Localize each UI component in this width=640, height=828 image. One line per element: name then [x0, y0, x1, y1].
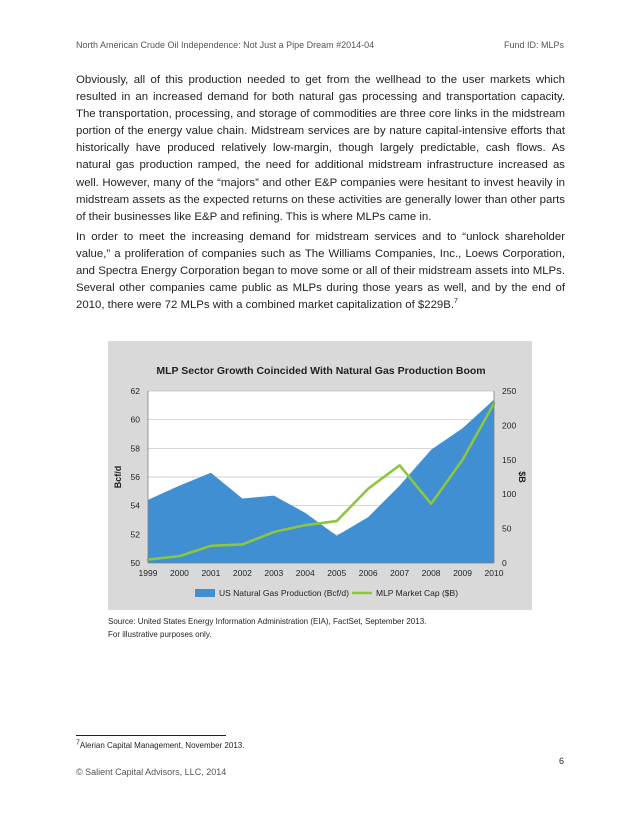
- chart-svg: [108, 341, 532, 610]
- x-axis-tick-label: 2008: [421, 568, 441, 578]
- x-axis-tick-label: 2007: [390, 568, 410, 578]
- footnote-reference: 7: [454, 298, 458, 306]
- body-paragraph-1: [76, 72, 565, 226]
- source-line: Source: United States Energy Information Administration (EIA), FactSet, September 2013.: [108, 617, 427, 626]
- paragraph-1-text: Obviously, all of this production needed to get from the wellhead to the user markets which resulted in an increased demand for both natural gas processing and transportation capacity. The transportation, processing, and storage of commodities are three core links in the midstream portion of the energy value chain. Midstream services are by nature capital-intensive efforts that historically have produced relatively low-margin, though largely predictable, cash flows. As natural gas production ramped, the need for additional midstream infrastructure increased as well. However, many of the “majors” and other E&P companies were hesitant to invest heavily in midstream assets as the expected returns on these activities are generally lower than other parts of their businesses like E&P and refining. This is where MLPs came in.: [76, 74, 565, 223]
- footnote-number: 7: [76, 739, 80, 747]
- footnote-text: Alerian Capital Management, November 2013.: [79, 741, 245, 750]
- x-axis-tick-label: 2010: [484, 568, 504, 578]
- footnote-divider: [76, 735, 226, 736]
- footnote: [76, 741, 244, 750]
- x-axis-tick-label: 2009: [453, 568, 473, 578]
- copyright-notice: © Salient Capital Advisors, LLC, 2014: [76, 767, 227, 777]
- x-axis-tick-label: 2005: [327, 568, 347, 578]
- page-number: 6: [558, 756, 564, 766]
- x-axis-tick-label: 2006: [358, 568, 378, 578]
- illustrative-note: For illustrative purposes only.: [108, 630, 212, 639]
- left-axis-tick-label: 60: [130, 414, 140, 425]
- x-axis-tick-label: 2002: [232, 568, 252, 578]
- left-axis-tick-label: 56: [130, 472, 140, 482]
- x-axis-tick-label: 2003: [264, 568, 284, 578]
- left-axis-tick-label: 62: [130, 386, 140, 396]
- right-axis-tick-label: 150: [502, 454, 517, 465]
- legend-label-line: MLP Market Cap ($B): [376, 588, 459, 598]
- right-axis-label: $B: [517, 471, 527, 483]
- running-header-title: North American Crude Oil Independence: Not Just a Pipe Dream #2014-04: [76, 40, 375, 50]
- x-axis-tick-label: 2000: [169, 568, 189, 578]
- x-axis-tick-label: 2004: [295, 568, 315, 578]
- x-axis-tick-label: 2001: [201, 568, 221, 578]
- left-axis-tick-label: 54: [130, 500, 140, 511]
- right-axis-tick-label: 50: [502, 523, 512, 534]
- paragraph-2-text: In order to meet the increasing demand for midstream services and to “unlock shareholder value,” a proliferation of companies such as The Williams Companies, Inc., Loews Corporation, and Spectra Energy Corporation began to move some or all of their midstream assets into MLPs. Several other companies came public as MLPs during those years as well, and by the end of 2010, there were 72 MLPs with a combined market capitalization of $229B.: [76, 231, 565, 312]
- x-axis-tick-label: 1999: [138, 568, 158, 578]
- right-axis-tick-label: 250: [502, 386, 517, 396]
- left-axis-tick-label: 58: [130, 443, 140, 454]
- chart-source-note: [108, 615, 426, 641]
- legend-swatch-area: [195, 589, 215, 597]
- chart-title: MLP Sector Growth Coincided With Natural Gas Production Boom: [156, 365, 486, 377]
- running-header-fund-id: Fund ID: MLPs: [503, 40, 564, 50]
- body-paragraph-2: [76, 229, 565, 314]
- right-axis-tick-label: 100: [502, 489, 517, 500]
- right-axis-tick-label: 0: [502, 558, 507, 568]
- left-axis-tick-label: 52: [130, 529, 140, 540]
- legend-label-area: US Natural Gas Production (Bcf/d): [219, 588, 349, 598]
- right-axis-tick-label: 200: [502, 420, 517, 431]
- left-axis-tick-label: 50: [130, 558, 140, 568]
- left-axis-label: Bcf/d: [113, 465, 123, 489]
- chart-container: [108, 341, 532, 610]
